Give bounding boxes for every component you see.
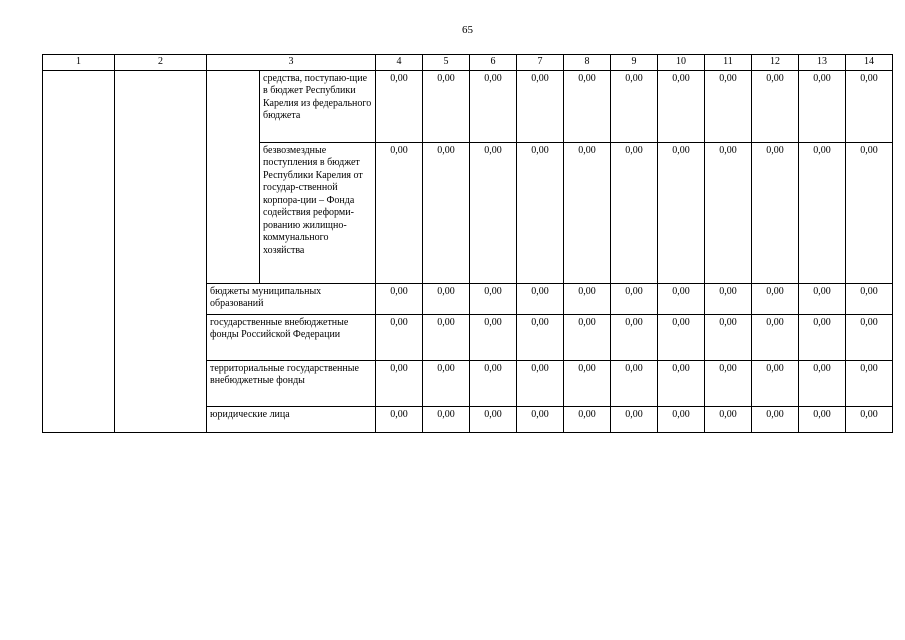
value-cell: 0,00 [705,70,752,142]
value-cell: 0,00 [423,70,470,142]
value-cell: 0,00 [658,283,705,314]
value-cell: 0,00 [470,406,517,432]
value-cell: 0,00 [705,283,752,314]
column-3-group-cell [207,70,260,283]
row-label: безвозмездные поступления в бюджет Республики Карелия от государ-ственной корпора-ции – Фонда содействия реформи-рованию жилищно-коммунального хозяйства [260,142,376,283]
column-header: 2 [115,55,207,71]
column-header: 9 [611,55,658,71]
value-cell: 0,00 [799,142,846,283]
value-cell: 0,00 [564,70,611,142]
header-row [43,55,893,71]
value-cell: 0,00 [470,283,517,314]
value-cell: 0,00 [752,314,799,360]
value-cell: 0,00 [799,283,846,314]
page-number: 65 [462,24,473,36]
value-cell: 0,00 [517,360,564,406]
value-cell: 0,00 [376,314,423,360]
value-cell: 0,00 [846,360,893,406]
column-header: 12 [752,55,799,71]
value-cell: 0,00 [470,360,517,406]
value-cell: 0,00 [423,283,470,314]
value-cell: 0,00 [658,70,705,142]
value-cell: 0,00 [423,406,470,432]
value-cell: 0,00 [752,406,799,432]
value-cell: 0,00 [752,283,799,314]
value-cell: 0,00 [705,142,752,283]
value-cell: 0,00 [376,406,423,432]
value-cell: 0,00 [752,70,799,142]
value-cell: 0,00 [611,406,658,432]
value-cell: 0,00 [658,142,705,283]
value-cell: 0,00 [799,406,846,432]
value-cell: 0,00 [564,283,611,314]
value-cell: 0,00 [517,406,564,432]
value-cell: 0,00 [611,360,658,406]
row-label: бюджеты муниципальных образований [207,283,376,314]
value-cell: 0,00 [705,406,752,432]
value-cell: 0,00 [517,142,564,283]
value-cell: 0,00 [799,70,846,142]
column-header: 4 [376,55,423,71]
value-cell: 0,00 [846,283,893,314]
value-cell: 0,00 [423,314,470,360]
value-cell: 0,00 [611,142,658,283]
value-cell: 0,00 [470,70,517,142]
column-header: 1 [43,55,115,71]
value-cell: 0,00 [846,406,893,432]
value-cell: 0,00 [752,142,799,283]
value-cell: 0,00 [517,283,564,314]
value-cell: 0,00 [564,314,611,360]
row-label: государственные внебюджетные фонды Российской Федерации [207,314,376,360]
value-cell: 0,00 [517,70,564,142]
budget-table [42,54,893,433]
value-cell: 0,00 [611,314,658,360]
column-header: 7 [517,55,564,71]
value-cell: 0,00 [376,142,423,283]
value-cell: 0,00 [658,406,705,432]
value-cell: 0,00 [376,360,423,406]
value-cell: 0,00 [799,360,846,406]
value-cell: 0,00 [423,142,470,283]
value-cell: 0,00 [846,70,893,142]
value-cell: 0,00 [705,360,752,406]
value-cell: 0,00 [376,283,423,314]
value-cell: 0,00 [564,142,611,283]
column-1-cell [43,70,115,432]
table-row [43,70,893,142]
row-label: средства, поступаю-щие в бюджет Республики Карелия из федерального бюджета [260,70,376,142]
value-cell: 0,00 [846,314,893,360]
value-cell: 0,00 [846,142,893,283]
column-header: 11 [705,55,752,71]
value-cell: 0,00 [705,314,752,360]
value-cell: 0,00 [564,360,611,406]
column-header: 6 [470,55,517,71]
value-cell: 0,00 [611,70,658,142]
column-header: 5 [423,55,470,71]
value-cell: 0,00 [658,314,705,360]
column-header: 8 [564,55,611,71]
column-header: 14 [846,55,893,71]
value-cell: 0,00 [611,283,658,314]
value-cell: 0,00 [376,70,423,142]
column-2-cell [115,70,207,432]
column-header: 10 [658,55,705,71]
value-cell: 0,00 [658,360,705,406]
column-header: 13 [799,55,846,71]
value-cell: 0,00 [423,360,470,406]
value-cell: 0,00 [799,314,846,360]
column-header: 3 [207,55,376,71]
row-label: юридические лица [207,406,376,432]
value-cell: 0,00 [517,314,564,360]
value-cell: 0,00 [564,406,611,432]
value-cell: 0,00 [752,360,799,406]
row-label: территориальные государственные внебюджетные фонды [207,360,376,406]
value-cell: 0,00 [470,142,517,283]
value-cell: 0,00 [470,314,517,360]
